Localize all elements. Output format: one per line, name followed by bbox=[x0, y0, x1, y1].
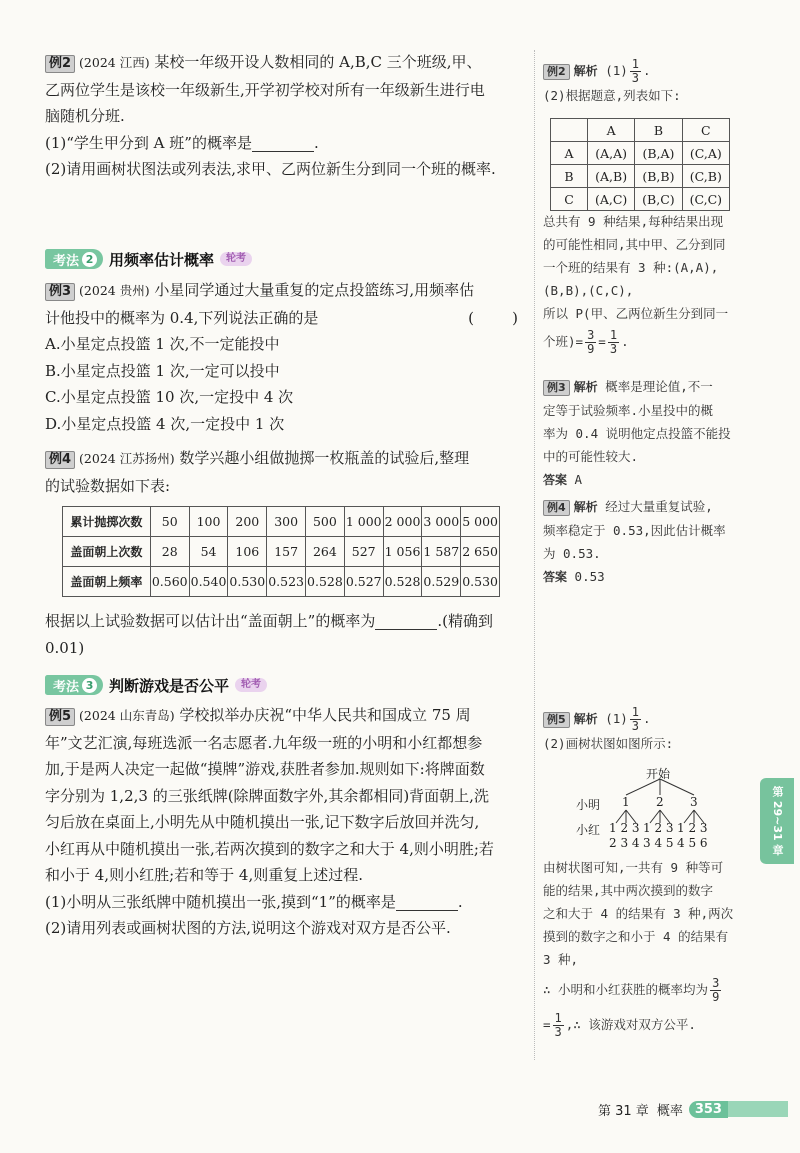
solution-5: 例5 解析 (1) $\frac{1}{3}$ . (2)画树状图如图所示: bbox=[543, 705, 674, 751]
example-label: 例3 bbox=[45, 283, 75, 301]
example-2: 例2 (2024 江西) 某校一年级开设人数相同的 A,B,C 三个班级,甲、 乙两位学生是该校一年级新生,开学初学校对所有一年级新生进行电 脑随机分班. (1)“学生甲分到 A 班”的概率是 . (2)请用画树状图法或列表法,求甲、乙两位新生分到同一个班的概率. bbox=[45, 53, 496, 178]
page-footer bbox=[598, 1098, 788, 1120]
solution-4: 例4 解析 经过大量重复试验, 频率稳定于 0.53,因此估计概率 为 0.53. 答案 0.53 bbox=[543, 499, 726, 584]
chapter-side-tab: 第 29~31 章 bbox=[760, 778, 794, 864]
example-label: 例4 bbox=[45, 451, 75, 469]
tree-root: 开始 bbox=[646, 767, 671, 781]
example-4-question: 根据以上试验数据可以估计出“盖面朝上”的概率为 .(精确到 0.01) bbox=[45, 612, 493, 657]
solution-3: 例3 解析 概率是理论值,不一 定等于试验频率.小星投中的概 率为 0.4 说明他定点投篮不能投 中的可能性较大. 答案 A bbox=[543, 379, 731, 487]
footer-bar bbox=[728, 1101, 788, 1117]
outcome-table bbox=[550, 118, 730, 211]
footer-topic: 概率 bbox=[656, 1103, 683, 1119]
badge: 轮考 bbox=[220, 252, 252, 266]
answer-blank bbox=[396, 895, 458, 911]
tree-diagram: 开始 小明 1 2 3 小红 1 2 3 1 2 3 1 2 3 2 3 4 3 4 5 4 5 6 bbox=[576, 765, 716, 850]
example-4: 例4 (2024 江苏扬州) 数学兴趣小组做抛掷一枚瓶盖的试验后,整理 的试验数据如下表: bbox=[45, 449, 470, 495]
experiment-table bbox=[62, 506, 500, 597]
option-a: A.小星定点投篮 1 次,不一定能投中 bbox=[45, 335, 280, 353]
solution-2-text: 总共有 9 种结果,每种结果出现 的可能性相同,其中甲、乙分到同 一个班的结果有 3 种:(A,A), (B,B),(C,C), 所以 P(甲、乙两位新生分到同一 个班)= $\frac{3}{9}$ = $\frac{1}{3}$ . bbox=[543, 214, 729, 356]
column-divider bbox=[534, 50, 535, 1060]
table-row: C (A,C) (B,C) (C,C) bbox=[551, 188, 730, 211]
example-label: 例5 bbox=[45, 708, 75, 726]
badge: 轮考 bbox=[235, 678, 267, 692]
option-c: C.小星定点投篮 10 次,一定投中 4 次 bbox=[45, 388, 294, 406]
footer-chapter: 第 31 章 bbox=[598, 1103, 649, 1119]
table-row: 累计抛掷次数 50 100 200 300 500 1 000 2 000 3 000 5 000 bbox=[63, 507, 500, 537]
solution-label: 例4 bbox=[543, 500, 570, 516]
example-label: 例2 bbox=[45, 55, 75, 73]
option-d: D.小星定点投篮 4 次,一定投中 1 次 bbox=[45, 414, 285, 433]
example-3: 例3 (2024 贵州) 小星同学通过大量重复的定点投篮练习,用频率估 计他投中的概率为 0.4,下列说法正确的是 ( ) A.小星定点投篮 1 次,不一定能投中 B.小星定点投篮 1 次,一定可以投中 C.小星定点投篮 10 次,一定投中 4 次 D.小星定点投篮 4 次,一定投中 1 次 bbox=[45, 277, 530, 437]
example-5: 例5 (2024 山东青岛) 学校拟举办庆祝“中华人民共和国成立 75 周 年”文艺汇演,每班选派一名志愿者.九年级一班的小明和小红都想参 加,于是两人决定一起做“摸牌”游戏,获胜者参加.规则如下:将牌面数 字分别为 1,2,3 的三张纸牌(除牌面数字外,其余都相同)背面朝上,洗 匀后放在桌面上,小明先从中随机摸出一张,记下数字后放回并洗匀, 小红再从中随机摸出一张,若两次摸到的数字之和大于 4,则小明胜;若 和小于 4,则小红胜;若和等于 4,则重复上述过程. (1)小明从三张纸牌中随机摸出一张,摸到“1”的概率是 . (2)请用列表或画树状图的方法,说明这个游戏对双方是否公平. bbox=[45, 706, 494, 937]
option-b: B.小星定点投篮 1 次,一定可以投中 bbox=[45, 361, 280, 380]
table-row: A B C bbox=[551, 119, 730, 142]
solution-label: 例3 bbox=[543, 380, 570, 396]
tree-row-label: 小红 bbox=[576, 823, 601, 837]
tree-row-label: 小明 bbox=[576, 798, 601, 812]
section-title: 判断游戏是否公平 bbox=[109, 676, 230, 695]
solution-label: 例2 bbox=[543, 64, 570, 80]
table-row: A (A,A) (B,A) (C,A) bbox=[551, 142, 730, 165]
solution-label: 例5 bbox=[543, 712, 570, 728]
solution-5-text: 由树状图可知,一共有 9 种等可 能的结果,其中两次摸到的数字 之和大于 4 的结果有 3 种,两次 摸到的数字之和小于 4 的结果有 3 种, ∴ 小明和小红获胜的概率均为 $\frac{3}{9}$ = $\frac{1}{3}$ ,∴ 该游戏对双方公平. bbox=[543, 860, 734, 1039]
answer-blank bbox=[375, 614, 437, 630]
answer-blank bbox=[252, 136, 314, 152]
page-number: 353 bbox=[689, 1101, 728, 1118]
table-row: B (A,B) (B,B) (C,B) bbox=[551, 165, 730, 188]
section-heading-kaofa3: 考法 3 判断游戏是否公平 轮考 bbox=[45, 674, 267, 696]
table-row: 盖面朝上频率 0.560 0.540 0.530 0.523 0.528 0.527 0.528 0.529 0.530 bbox=[63, 567, 500, 597]
section-heading-kaofa2: 考法 2 用频率估计概率 轮考 bbox=[45, 248, 252, 270]
answer-paren: ( ) bbox=[468, 308, 518, 327]
table-row: 盖面朝上次数 28 54 106 157 264 527 1 056 1 587 2 650 bbox=[63, 537, 500, 567]
section-title: 用频率估计概率 bbox=[109, 250, 215, 269]
solution-2: 例2 解析 (1) $\frac{1}{3}$ . (2)根据题意,列表如下: bbox=[543, 57, 681, 103]
